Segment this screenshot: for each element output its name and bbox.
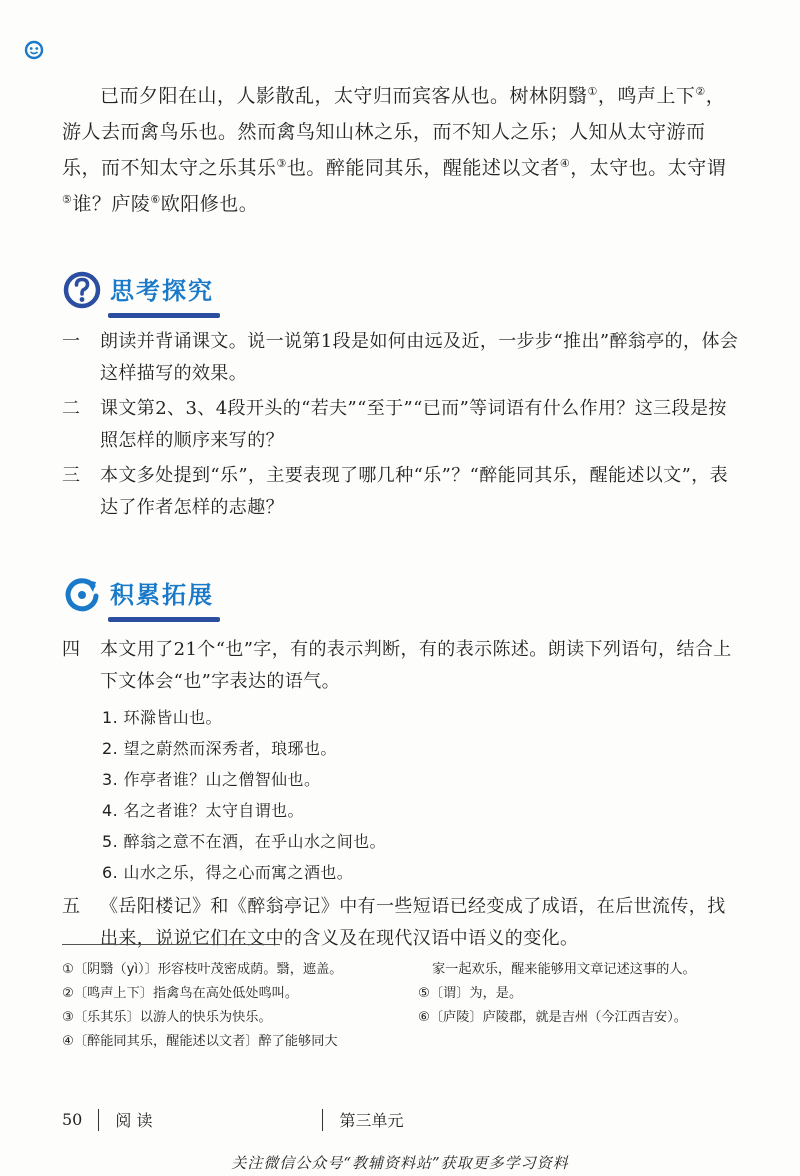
list-item: 5. 醉翁之意不在酒，在乎山水之间也。 <box>102 832 386 851</box>
list-item: 四 本文用了21个“也”字，有的表示判断，有的表示陈述。朗读下列语句，结合上下文体会“也”字表达的语气。 1. 环滁皆山也。 2. 望之蔚然而深秀者，琅琊也。 3. 作亭者谁？山之僧智仙也。 4. 名之者谁？太守自谓也。 5. 醉翁之意不在酒，在乎山水之间也。 6. 山水之乐，得之心而寓之酒也。 <box>62 634 742 888</box>
footer-unit: 第三单元 <box>339 1111 404 1130</box>
exercise-list <box>62 634 742 958</box>
passage-paragraph: 已而夕阳在山，人影散乱，太守归而宾客从也。树林阴翳①，鸣声上下②，游人去而禽鸟乐也。然而禽鸟知山林之乐，而不知人之乐；人知从太守游而乐，而不知太守之乐其乐③也。醉能同其乐，醒能述以文者④，太守也。太守谓⑤谁？庐陵⑥欧阳修也。 <box>62 85 727 215</box>
sentence-list <box>100 702 742 888</box>
footer-divider <box>98 1109 99 1131</box>
section-title: 思考探究 <box>110 271 214 310</box>
question-icon <box>62 270 102 310</box>
section-title: 积累拓展 <box>110 575 214 614</box>
footnote: ④〔醉能同其乐，醒能述以文者〕醉了能够同大 <box>62 1034 338 1049</box>
list-item: 6. 山水之乐，得之心而寓之酒也。 <box>102 863 354 882</box>
list-item: 一 朗读并背诵课文。说一说第1段是如何由远及近，一步步“推出”醉翁亭的，体会这样描写的效果。 <box>62 331 739 384</box>
footnote-column-left <box>62 958 396 1054</box>
footnote: ⑥〔庐陵〕庐陵郡，就是吉州（今江西吉安）。 <box>418 1010 687 1025</box>
footnote-ref: ⑥ <box>150 193 161 206</box>
footer-section: 阅 读 <box>115 1111 153 1130</box>
page-footer <box>62 1108 403 1131</box>
footnotes <box>62 958 752 1054</box>
refresh-arrow-icon <box>62 574 102 614</box>
list-item: 三 本文多处提到“乐”，主要表现了哪几种“乐”？“醉能同其乐，醒能述以文”，表达了作者怎样的志趣？ <box>62 465 729 518</box>
footnote: ①〔阴翳（yì）〕形容枝叶茂密成荫。翳，遮盖。 <box>62 962 343 977</box>
footnote-ref: ① <box>587 85 598 98</box>
list-item: 4. 名之者谁？太守自谓也。 <box>102 801 304 820</box>
footnote-ref: ④ <box>559 157 571 170</box>
footnote-ref: ③ <box>276 157 287 170</box>
page-number: 50 <box>62 1110 83 1129</box>
section-heading-think <box>62 268 214 312</box>
footnote-column-right <box>412 958 752 1054</box>
footnote-ref: ② <box>695 85 706 98</box>
section-heading-accumulate <box>62 572 214 616</box>
footnote-ref: ⑤ <box>62 193 73 206</box>
question-list <box>62 326 742 527</box>
footer-divider <box>322 1109 323 1131</box>
list-item: 1. 环滁皆山也。 <box>102 708 222 727</box>
smiley-icon <box>24 40 44 60</box>
list-item: 2. 望之蔚然而深秀者，琅琊也。 <box>102 739 337 758</box>
watermark-text: 关注微信公众号“教辅资料站”获取更多学习资料 <box>231 1154 569 1172</box>
list-item: 二 课文第2、3、4段开头的“若夫”“至于”“已而”等词语有什么作用？这三段是按照怎样的顺序来写的？ <box>62 398 727 451</box>
footnote-divider <box>62 944 280 945</box>
list-item: 3. 作亭者谁？山之僧智仙也。 <box>102 770 321 789</box>
footnote: 家一起欢乐，醒来能够用文章记述这事的人。 <box>432 962 696 977</box>
footnote: ⑤〔谓〕为，是。 <box>418 986 523 1001</box>
footnote: ②〔鸣声上下〕指禽鸟在高处低处鸣叫。 <box>62 986 299 1001</box>
footnote: ③〔乐其乐〕以游人的快乐为快乐。 <box>62 1010 272 1025</box>
list-item: 五 《岳阳楼记》和《醉翁亭记》中有一些短语已经变成了成语，在后世流传，找出来，说说它们在文中的含义及在现代汉语中语义的变化。 <box>62 896 726 949</box>
